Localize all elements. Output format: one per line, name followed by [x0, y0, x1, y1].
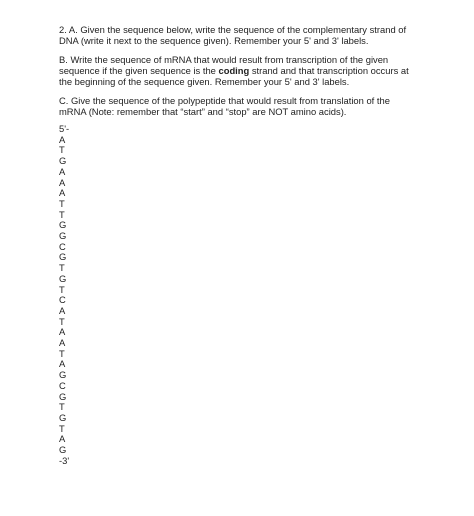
- question-part-a: 2. A. Given the sequence below, write the sequence of the complementary strand of DNA (write it next to the sequence given). Remember your 5' and 3' labels.: [59, 24, 407, 46]
- part-b-bold-word: coding: [218, 65, 250, 76]
- sequence-base: T: [59, 144, 65, 156]
- sequence-base: G: [59, 272, 67, 284]
- sequence-base: T: [59, 347, 65, 359]
- sequence-base: A: [59, 337, 66, 349]
- sequence-base: C: [59, 240, 66, 252]
- part-b-text-1: B. Write the sequence of mRNA that would result from transcription of the given sequence if the given sequence is the: [59, 54, 389, 76]
- sequence-base: G: [59, 251, 67, 263]
- question-part-b: [59, 54, 419, 87]
- question-part-c: C. Give the sequence of the polypeptide that would result from translation of the mRNA (Note: remember that “start” and “stop” are NOT amino acids).: [59, 95, 390, 117]
- sequence-base: G: [59, 230, 67, 242]
- part-b-text-2: strand and that transcription occurs at the beginning of the sequence given. Remember your 5' and 3' labels.: [59, 65, 409, 87]
- sequence-base: T: [59, 262, 65, 274]
- worksheet: [59, 24, 419, 467]
- sequence-base: G: [59, 411, 67, 423]
- sequence-base: G: [59, 444, 67, 456]
- sequence-base: G: [59, 155, 67, 167]
- sequence-base: A: [59, 176, 66, 188]
- sequence-base: A: [59, 187, 66, 199]
- sequence-base: T: [59, 283, 65, 295]
- sequence-base: T: [59, 401, 65, 413]
- dna-sequence-list: [59, 124, 419, 467]
- sequence-base: G: [59, 369, 67, 381]
- sequence-base: C: [59, 294, 66, 306]
- sequence-base: A: [59, 433, 66, 445]
- sequence-base: A: [59, 326, 66, 338]
- sequence-base: A: [59, 304, 66, 316]
- sequence-base: T: [59, 422, 65, 434]
- sequence-base: T: [59, 197, 65, 209]
- sequence-end-label: -3': [59, 454, 70, 466]
- sequence-base: G: [59, 390, 67, 402]
- sequence-start-label: 5'-: [59, 123, 70, 134]
- sequence-base: C: [59, 379, 66, 391]
- sequence-base: G: [59, 219, 67, 231]
- sequence-base: T: [59, 208, 65, 220]
- sequence-base: A: [59, 358, 66, 370]
- sequence-base: A: [59, 133, 66, 145]
- sequence-base: A: [59, 165, 66, 177]
- sequence-base: T: [59, 315, 65, 327]
